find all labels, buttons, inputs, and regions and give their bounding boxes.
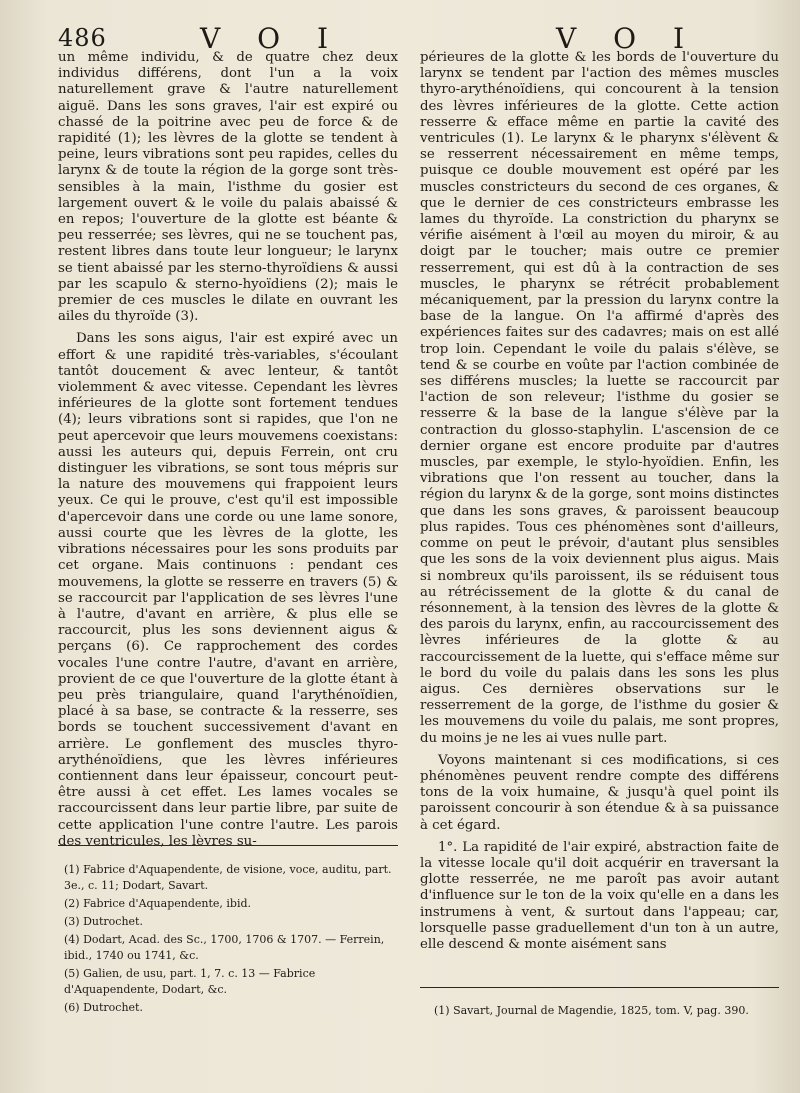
right-column (420, 50, 779, 959)
footnotes-right (434, 1003, 779, 1021)
paragraph: un même individu, & de quatre chez deux individus différens, dont l'un a la voix naturellement grave & l'autre naturellement aiguë. Dans les sons graves, l'air est expiré ou chassé de la poitrine avec peu de force & de rapidité (1); les lèvres de la glotte se tendent à peine, leurs vibrations sont peu rapides, celles du larynx & de toute la région de la gorge sont très-sensibles à la main, l'isthme du gosier est largement ouvert & le voile du palais abaissé & en repos; l'ouverture de la glotte est béante & peu resserrée; ses lèvres, qui ne se touchent pas, restent libres dans toute leur longueur; le larynx se tient abaissé par les sterno-thyroïdiens & aussi par les scapulo & sterno-hyoïdiens (2); mais le premier de ces muscles le dilate en ouvrant les ailes du thyroïde (3). (58, 50, 398, 325)
footnote: (4) Dodart, Acad. des Sc., 1700, 1706 & 1707. — Ferrein, ibid., 1740 ou 1741, &c. (64, 933, 385, 962)
footnotes-left (64, 862, 398, 1018)
footnote-divider-right (420, 987, 779, 988)
footnote: (2) Fabrice d'Aquapendente, ibid. (64, 897, 252, 910)
footnote: (3) Dutrochet. (64, 915, 143, 928)
footnote: (1) Savart, Journal de Magendie, 1825, tom. V, pag. 390. (434, 1004, 749, 1017)
paragraph: 1°. La rapidité de l'air expiré, abstraction faite de la vitesse locale qu'il doit acquérir en traversant la glotte resserrée, ne me paroît pas avoir autant d'influence sur le ton de la voix qu'elle en a dans les instrumens à vent, & surtout dans l'appeau; car, lorsquelle passe graduellement d'un ton à un autre, elle descend & monte aisément sans (420, 839, 779, 952)
footnote: (1) Fabrice d'Aquapendente, de visione, voce, auditu, part. 3e., c. 11; Dodart, Savart. (64, 863, 392, 892)
footnote-divider-left (58, 845, 398, 846)
running-head-left: V O I (200, 22, 343, 55)
paragraph: périeures de la glotte & les bords de l'ouverture du larynx se tendent par l'action des mêmes muscles thyro-arythénoïdiens, qui concourent à la tension des lèvres inférieures de la glotte. Cette action resserre & efface même en partie la cavité des ventricules (1). Le larynx & le pharynx s'élèvent & se resserrent nécessairement en même temps, puisque ce double mouvement est opéré par les muscles constricteurs du second de ces organes, & que le dernier de ces constricteurs embrasse les lames du thyroïde. La constriction du pharynx se vérifie aisément à l'œil au moyen du miroir, & au doigt par le toucher; mais outre ce premier resserrement, qui est dû à la contraction de ses muscles, le pharynx se rétrécit probablement mécaniquement, par la pression du larynx contre la base de la langue. On l'a affirmé d'après des expériences faites sur des cadavres; mais on est allé trop loin. Cependant le voile du palais s'élève, se tend & se courbe en voûte par l'action combinée de ses différens muscles; la luette se raccourcit par l'action de son releveur; l'isthme du gosier se resserre & la base de la langue s'élève par la contraction du glosso-staphylin. L'ascension de ce dernier organe est encore produite par d'autres muscles, par exemple, le stylo-hyoïdien. Enfin, les vibrations que l'on ressent au toucher, dans la région du larynx & de la gorge, sont moins distinctes que dans les sons graves, & paroissent beaucoup plus rapides. Tous ces phénomènes sont d'ailleurs, comme on peut le prévoir, d'autant plus sensibles que les sons de la voix deviennent plus aigus. Mais si nombreux qu'ils paroissent, ils se réduisent tous au rétrécissement de la glotte & du canal de résonnement, à la tension des lèvres de la glotte & des parois du larynx, enfin, au raccourcissement des lèvres inférieures de la glotte & au raccourcissement de la luette, qui s'efface même sur le bord du voile du palais dans les sons les plus aigus. Ces dernières observations sur le resserrement de la gorge, de l'isthme du gosier & les mouvemens du voile du palais, me sont propres, du moins je ne les ai vues nulle part. (420, 50, 779, 746)
footnote: (6) Dutrochet. (64, 1001, 143, 1014)
footnote: (5) Galien, de usu, part. 1, 7. c. 13 — Fabrice d'Aquapendente, Dodart, &c. (64, 967, 316, 996)
left-column (58, 50, 398, 856)
paragraph: Dans les sons aigus, l'air est expiré avec un effort & une rapidité très-variables, s'écoulant tantôt doucement & avec lenteur, & tantôt violemment & avec vitesse. Cependant les lèvres inférieures de la glotte sont fortement tendues (4); leurs vibrations sont si rapides, que l'on ne peut apercevoir que leurs mouvemens coexistans: aussi les auteurs qui, depuis Ferrein, ont cru distinguer les vibrations, se sont tous mépris sur la nature des mouvemens qui frappoient leurs yeux. Ce qui le prouve, c'est qu'il est impossible d'apercevoir dans une corde ou une lame sonore, aussi courte que les lèvres de la glotte, les vibrations nécessaires pour les sons produits par cet organe. Mais continuons : pendant ces mouvemens, la glotte se resserre en travers (5) & se raccourcit par l'application de ses lèvres l'une à l'autre, d'avant en arrière, & plus elle se raccourcit, plus les sons deviennent aigus & perçans (6). Ce rapprochement des cordes vocales l'une contre l'autre, d'avant en arrière, provient de ce que l'ouverture de la glotte étant à peu près triangulaire, quand l'arythénoïdien, placé à sa base, se contracte & la resserre, ses bords se touchent successivement d'avant en arrière. Le gonflement des muscles thyro-arythénoïdiens, que les lèvres inférieures contiennent dans leur épaisseur, concourt peut-être aussi à cet effet. Les lames vocales se raccourcissent dans leur partie libre, par suite de cette application l'une contre l'autre. Les parois des ventricules, les lèvres su- (58, 331, 398, 849)
page-number: 486 (58, 24, 107, 52)
running-head-right: V O I (556, 22, 699, 55)
paragraph: Voyons maintenant si ces modifications, si ces phénomènes peuvent rendre compte des différens tons de la voix humaine, & jusqu'à quel point ils paroissent concourir à son étendue & à sa puissance à cet égard. (420, 752, 779, 833)
